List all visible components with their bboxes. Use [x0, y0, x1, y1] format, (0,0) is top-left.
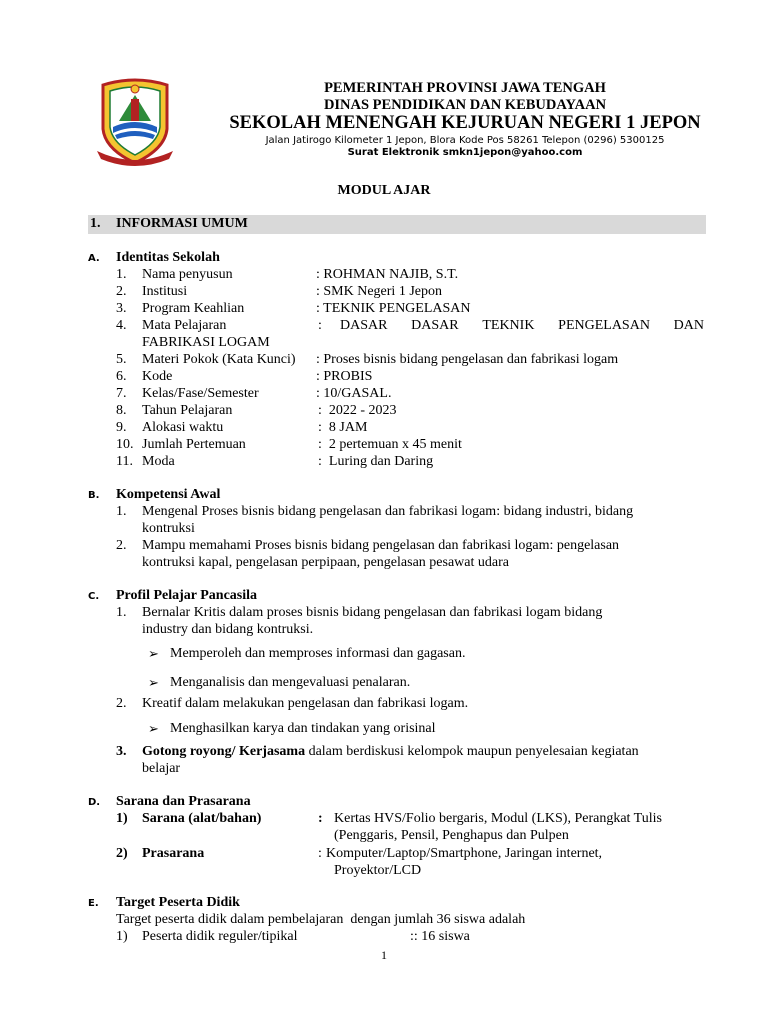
arrow-bullet-icon: ➢: [148, 646, 159, 661]
identity-no: 10.: [116, 437, 134, 452]
header-government: PEMERINTAH PROVINSI JAWA TENGAH: [324, 80, 606, 96]
identity-no: 1.: [116, 267, 127, 282]
identity-label: Institusi: [142, 284, 188, 299]
section-e-title: Target Peserta Didik: [116, 895, 240, 910]
identity-label: Moda: [142, 454, 175, 469]
bullet-item: Memperoleh dan memproses informasi dan gagasan.: [170, 646, 466, 661]
identity-label: Mata Pelajaran: [142, 318, 227, 333]
header-address: Jalan Jatirogo Kilometer 1 Jepon, Blora Kode Pos 58261 Telepon (0296) 5300125: [265, 135, 665, 146]
list-item-continuation: industry dan bidang kontruksi.: [142, 622, 314, 637]
list-item-continuation: kontruksi kapal, pengelasan perpipaan, pengelasan pesawat udara: [142, 555, 509, 570]
identity-value: : 10/GASAL.: [316, 386, 392, 401]
list-item-number: 2.: [116, 538, 127, 553]
facility-colon: :: [318, 811, 323, 826]
section-1-heading: [88, 215, 706, 234]
section-b-letter: B.: [88, 490, 100, 501]
section-e-intro: Target peserta didik dalam pembelajaran dengan jumlah 36 siswa adalah: [116, 912, 526, 927]
list-item: Mengenal Proses bisnis bidang pengelasan dan fabrikasi logam: bidang industri, bidang: [142, 504, 634, 519]
identity-label: Jumlah Pertemuan: [142, 437, 246, 452]
header-department: DINAS PENDIDIKAN DAN KEBUDAYAAN: [323, 97, 607, 113]
identity-value-word: TEKNIK: [482, 318, 535, 333]
identity-value-word: DAN: [673, 318, 704, 333]
facility-value: Komputer/Laptop/Smartphone, Jaringan internet,: [326, 846, 603, 861]
facility-label: Prasarana: [142, 846, 205, 861]
bullet-item: Menganalisis dan mengevaluasi penalaran.: [170, 675, 411, 690]
section-c-letter: C.: [88, 591, 100, 602]
list-item: [142, 743, 639, 760]
list-item-number: 1.: [116, 504, 127, 519]
facility-label: Sarana (alat/bahan): [142, 811, 262, 826]
facility-value: Kertas HVS/Folio bergaris, Modul (LKS), Perangkat Tulis: [334, 811, 662, 826]
facility-colon: :: [318, 846, 322, 861]
identity-label: Alokasi waktu: [142, 420, 224, 435]
identity-no: 8.: [116, 403, 127, 418]
facility-value-continuation: (Penggaris, Pensil, Penghapus dan Pulpen: [334, 828, 569, 843]
document-title: MODUL AJAR: [337, 183, 431, 198]
identity-label: Materi Pokok (Kata Kunci): [142, 352, 296, 367]
section-a-letter: A.: [88, 253, 100, 264]
list-item-number: 1.: [116, 605, 127, 620]
list-item-continuation: kontruksi: [142, 521, 195, 536]
section-b-title: Kompetensi Awal: [116, 487, 221, 502]
identity-value-word: DASAR: [411, 318, 459, 333]
identity-value-word: DASAR: [340, 318, 388, 333]
list-item-number: 2.: [116, 696, 127, 711]
identity-value: : 2 pertemuan x 45 menit: [318, 437, 462, 452]
identity-label: Program Keahlian: [142, 301, 245, 316]
arrow-bullet-icon: ➢: [148, 721, 159, 736]
identity-value-colon: :: [318, 318, 322, 333]
identity-value-continuation: FABRIKASI LOGAM: [142, 335, 270, 350]
identity-value: : TEKNIK PENGELASAN: [316, 301, 471, 316]
identity-no: 2.: [116, 284, 127, 299]
list-item-number: 3.: [116, 744, 127, 759]
facility-value-continuation: Proyektor/LCD: [334, 863, 422, 878]
identity-no: 9.: [116, 420, 127, 435]
bullet-item: Menghasilkan karya dan tindakan yang orisinal: [170, 721, 436, 736]
section-e-letter: E.: [88, 898, 99, 909]
identity-value: : PROBIS: [316, 369, 373, 384]
identity-no: 4.: [116, 318, 127, 333]
identity-label: Kode: [142, 369, 173, 384]
header-school-name: SEKOLAH MENENGAH KEJURUAN NEGERI 1 JEPON: [229, 113, 701, 133]
identity-label: Nama penyusun: [142, 267, 233, 282]
list-item-rest: dalam berdiskusi kelompok maupun penyelesaian kegiatan: [305, 744, 639, 759]
section-1-title: INFORMASI UMUM: [116, 216, 248, 231]
identity-value-word: PENGELASAN: [558, 318, 650, 333]
section-d-letter: D.: [88, 797, 101, 808]
jawa-tengah-crest-icon: [97, 77, 173, 167]
target-label: Peserta didik reguler/tipikal: [142, 929, 298, 944]
arrow-bullet-icon: ➢: [148, 675, 159, 690]
list-item: Kreatif dalam melakukan pengelasan dan fabrikasi logam.: [142, 696, 469, 711]
identity-label: Kelas/Fase/Semester: [142, 386, 259, 401]
list-item: Mampu memahami Proses bisnis bidang pengelasan dan fabrikasi logam: pengelasan: [142, 538, 620, 553]
list-item-number: 1): [116, 929, 128, 944]
section-d-title: Sarana dan Prasarana: [116, 794, 251, 809]
identity-no: 7.: [116, 386, 127, 401]
section-1-number: 1.: [90, 216, 101, 231]
identity-no: 11.: [116, 454, 133, 469]
list-item-continuation: belajar: [142, 761, 181, 776]
identity-value: : Luring dan Daring: [318, 454, 434, 469]
section-a-title: Identitas Sekolah: [116, 250, 220, 265]
list-item: Bernalar Kritis dalam proses bisnis bidang pengelasan dan fabrikasi logam bidang: [142, 605, 603, 620]
identity-value: : 8 JAM: [318, 420, 368, 435]
identity-no: 6.: [116, 369, 127, 384]
identity-value: : Proses bisnis bidang pengelasan dan fabrikasi logam: [316, 352, 619, 367]
header-email: Surat Elektronik smkn1jepon@yahoo.com: [347, 147, 583, 158]
identity-value-justified: [340, 317, 704, 334]
section-c-title: Profil Pelajar Pancasila: [116, 588, 258, 603]
target-value: :: 16 siswa: [410, 929, 470, 944]
identity-no: 5.: [116, 352, 127, 367]
identity-value: : 2022 - 2023: [318, 403, 397, 418]
list-item-bold: Gotong royong/ Kerjasama: [142, 744, 306, 759]
identity-no: 3.: [116, 301, 127, 316]
list-item-number: 1): [116, 811, 128, 826]
identity-value: : ROHMAN NAJIB, S.T.: [316, 267, 459, 282]
page-number: 1: [381, 948, 387, 962]
identity-value: : SMK Negeri 1 Jepon: [316, 284, 442, 299]
list-item-number: 2): [116, 846, 128, 861]
identity-label: Tahun Pelajaran: [142, 403, 233, 418]
